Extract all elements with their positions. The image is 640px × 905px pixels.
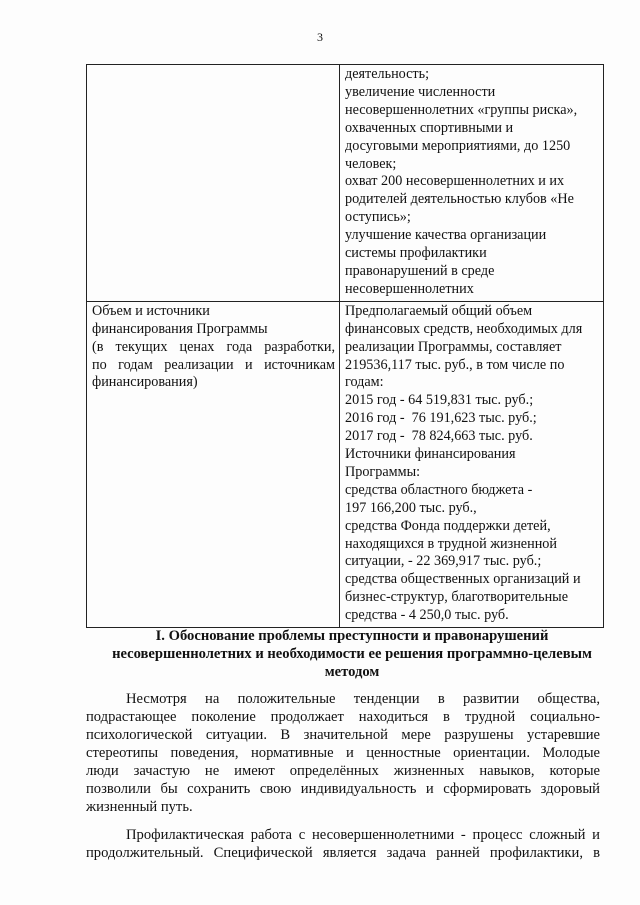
cell-line: Источники финансирования xyxy=(345,446,516,463)
page-number: 3 xyxy=(317,30,323,44)
cell-line: находящихся в трудной жизненной xyxy=(345,535,557,552)
table-cell-empty xyxy=(87,65,340,302)
cell-line: 2015 год - 64 519,831 тыс. руб.; xyxy=(345,392,534,409)
cell-line: несовершеннолетних xyxy=(345,280,474,297)
cell-line: увеличение численности xyxy=(345,83,496,100)
cell-line: несовершеннолетних «группы риска», xyxy=(345,101,578,118)
cell-line: годам: xyxy=(345,374,384,391)
table-cell-funding-label xyxy=(87,301,340,627)
paragraph-line: позволили бы сохранить свою индивидуальность и сформировать здоровый xyxy=(86,781,600,797)
cell-line: средства общественных организаций и xyxy=(345,571,581,588)
cell-line: по годам реализации и источникам xyxy=(92,356,335,373)
cell-line: финансирования Программы xyxy=(92,320,268,337)
program-passport-table xyxy=(86,64,604,628)
cell-line: человек; xyxy=(345,155,397,172)
heading-line: I. Обоснование проблемы преступности и правонарушений xyxy=(155,628,549,644)
cell-line: родителей деятельностью клубов «Не xyxy=(345,191,574,208)
cell-line: Объем и источники xyxy=(92,302,210,319)
cell-line: улучшение качества организации xyxy=(345,227,547,244)
cell-line: 2016 год - 76 191,623 тыс. руб.; xyxy=(345,410,537,427)
paragraph xyxy=(86,826,600,862)
cell-line: деятельность; xyxy=(345,66,430,82)
paragraph-line: продолжительный. Специфической является задача ранней профилактики, в xyxy=(86,845,600,861)
table-cell-funding-value xyxy=(340,301,604,627)
cell-line: 197 166,200 тыс. руб., xyxy=(345,499,477,516)
paragraph xyxy=(86,690,600,816)
heading-line: методом xyxy=(324,664,380,680)
section-heading xyxy=(96,627,608,681)
paragraph-line: жизненный путь. xyxy=(86,799,193,815)
cell-line: оступись»; xyxy=(345,209,411,226)
cell-line: 2017 год - 78 824,663 тыс. руб. xyxy=(345,428,533,445)
cell-line: финансовых средств, необходимых для xyxy=(345,320,583,337)
paragraph-line: подрастающее поколение продолжает находиться в трудной социально- xyxy=(86,709,600,725)
cell-line: охват 200 несовершеннолетних и их xyxy=(345,173,565,190)
cell-line: 219536,117 тыс. руб., в том числе по xyxy=(345,356,565,373)
paragraph-line: стереотипы поведения, нормативные и ценностные ориентации. Молодые xyxy=(86,745,600,761)
cell-line: финансирования) xyxy=(92,374,198,391)
cell-line: средства - 4 250,0 тыс. руб. xyxy=(345,607,509,624)
paragraph-line: Несмотря на положительные тенденции в развитии общества, xyxy=(126,691,600,707)
cell-line: (в текущих ценах года разработки, xyxy=(92,338,335,355)
cell-line: средства областного бюджета - xyxy=(345,481,533,498)
paragraph-line: Профилактическая работа с несовершеннолетними - процесс сложный и xyxy=(126,827,600,843)
cell-line: реализации Программы, составляет xyxy=(345,338,562,355)
table-row xyxy=(87,65,604,302)
paragraph-line: психологической ситуации. В значительной мере разрушены устаревшие xyxy=(86,727,600,743)
body-text xyxy=(86,690,600,862)
cell-line: охваченных спортивными и xyxy=(345,119,514,136)
cell-line: правонарушений в среде xyxy=(345,262,495,279)
cell-line: системы профилактики xyxy=(345,245,487,262)
table-row xyxy=(87,301,604,627)
cell-line: ситуации, - 22 369,917 тыс. руб.; xyxy=(345,553,542,570)
cell-line: Программы: xyxy=(345,463,421,480)
cell-line: средства Фонда поддержки детей, xyxy=(345,517,551,534)
cell-line: досуговыми мероприятиями, до 1250 xyxy=(345,137,571,154)
table-cell-expected-results xyxy=(340,65,604,302)
heading-line: несовершеннолетних и необходимости ее решения программно-целевым xyxy=(112,646,592,662)
paragraph-line: люди зачастую не имеют определённых жизненных навыков, которые xyxy=(86,763,600,779)
cell-line: бизнес-структур, благотворительные xyxy=(345,589,569,606)
cell-line: Предполагаемый общий объем xyxy=(345,302,533,319)
